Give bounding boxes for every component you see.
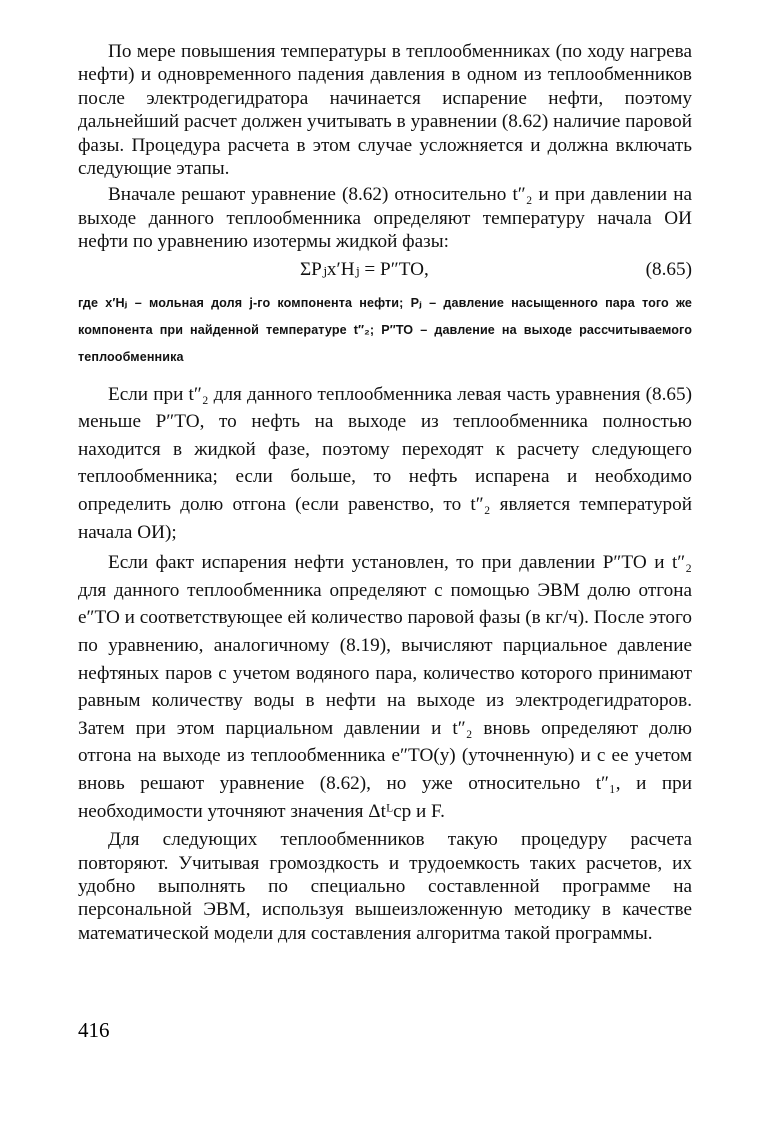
paragraph-4: Если факт испарения нефти установлен, то при давлении P″ТО и t″₂ для данного теплообменника определяют с помощью ЭВМ долю отгона e″ТО и соответствующее ей количество паровой фазы (в кг/ч). После этого по уравнению, аналогичному (8.19), вычисляют парциальное давление нефтяных паров с учетом водяного пара, количество которого принимают равным количеству воды в нефти на выходе из электродегидраторов. Затем при этом парциальном давлении и t″₂ вновь определяют долю отгона на выходе из теплообменника e″ТО(у) (уточненную) и с ее учетом вновь решают уравнение (8.62), но уже относительно t″₁, и при необходимости уточняют значения Δtᴸср и F. [78,552,692,822]
footnote-definitions: где x′Hⱼ – мольная доля j-го компонента нефти; Pⱼ – давление насыщенного пара того же компонента при найденной температуре t″₂; P″ТО – давление на выходе рассчитываемого теплообменника [78,295,692,364]
paragraph-5: Для следующих теплообменников такую процедуру расчета повторяют. Учитывая громоздкость и трудоемкость таких расчетов, их удобно выполнять по специально составленной программе на персональной ЭВМ, используя вышеизложенную методику в качестве математической модели для составления алгоритма такой программы. [78,829,692,944]
equation-number: (8.65) [645,258,692,280]
paragraph-1: По мере повышения температуры в теплообменниках (по ходу нагрева нефти) и одновременного падения давления в одном из теплообменников после электродегидратора начинается испарение нефти, поэтому дальнейший расчет должен учитывать в уравнении (8.62) наличие паровой фазы. Процедура расчета в этом случае усложняется и должна включать следующие этапы. [78,41,692,180]
paragraph-3: Если при t″₂ для данного теплообменника левая часть уравнения (8.65) меньше P″ТО, то нефть на выходе из теплообменника полностью находится в жидкой фазе, поэтому переходят к расчету следующего теплообменника; если больше, то нефть испарена и необходимо определить долю отгона (если равенство, то t″₂ является температурой начала ОИ); [78,383,692,543]
equation-line [78,256,692,286]
equation-8-65: ΣPⱼx′Hⱼ = P″ТО, [300,258,429,280]
page-body [78,40,692,945]
page-number: 416 [78,1018,110,1042]
paragraph-2: Вначале решают уравнение (8.62) относительно t″₂ и при давлении на выходе данного теплообменника определяют температуру начала ОИ нефти по уравнению изотермы жидкой фазы: [78,184,692,253]
